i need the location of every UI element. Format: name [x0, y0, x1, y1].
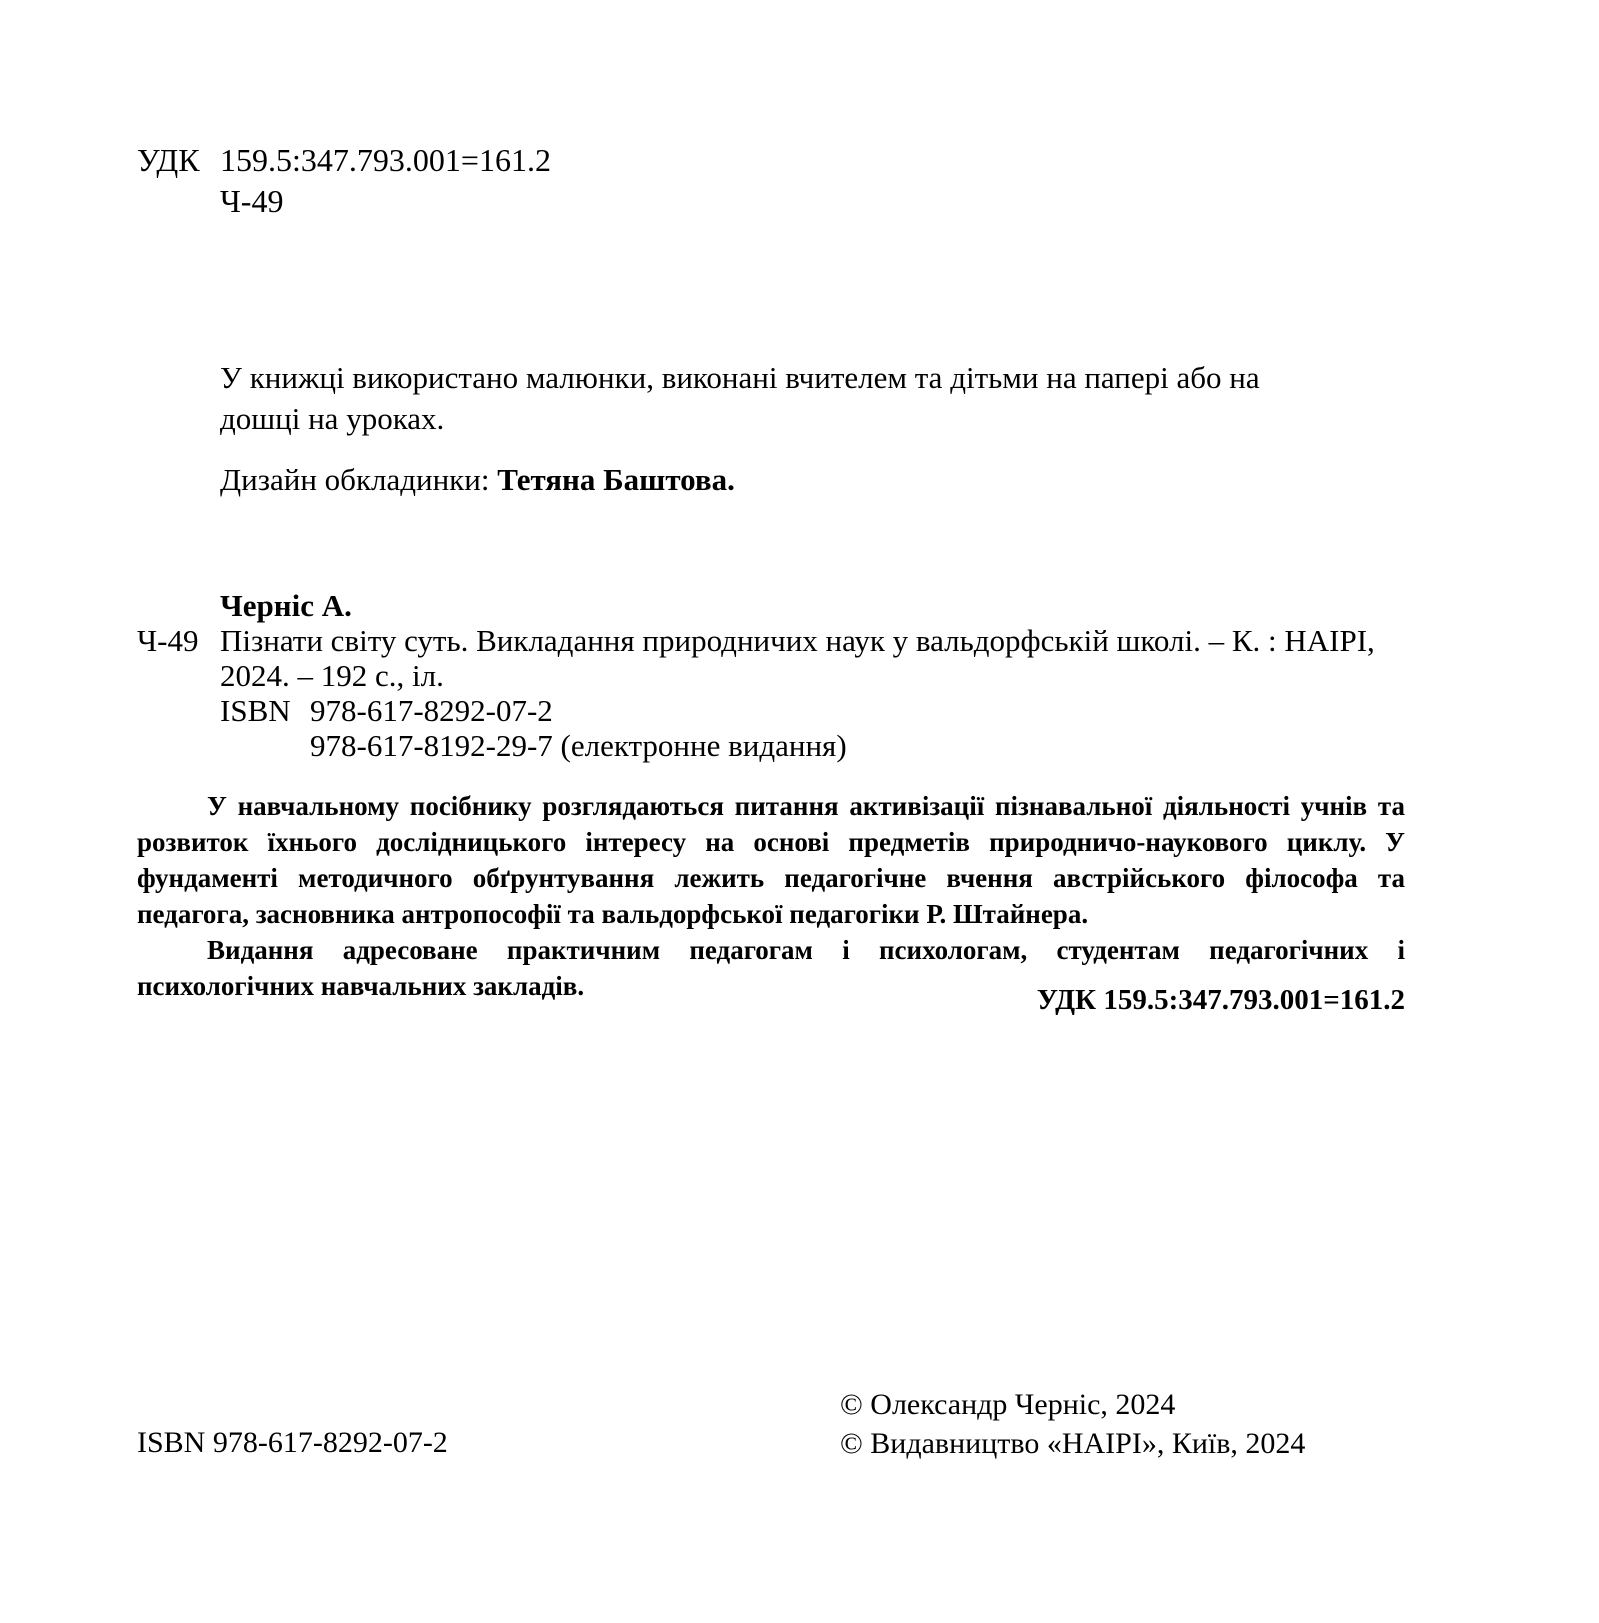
cover-design-line [220, 462, 735, 498]
isbn-label: ISBN [220, 693, 291, 728]
illustration-note: У книжці використано малюнки, виконані вчителем та дітьми на папері або на дошці на уроках. [220, 360, 1260, 436]
bibliographic-entry [137, 588, 1410, 763]
udc-author-code: Ч-49 [220, 183, 284, 219]
biblio-description-row [137, 623, 1410, 693]
biblio-description: Пізнати світу суть. Викладання природничих наук у вальдорфській школі. – К. : НАІРІ, 2024. – 192 с., іл. [220, 623, 1375, 693]
isbn-print-number: 978-617-8292-07-2 [310, 693, 553, 728]
annotation-paragraph-1: У навчальному посібнику розглядаються питання активізації пізнавальної діяльності учнів та розвиток їхнього дослідницького інтересу на основі предметів природничо-наукового циклу. У фундаменті методичного обґрунтування лежить педагогічне вчення австрійського філософа та педагога, засновника антропософії та вальдорфської педагогіки Р. Штайнера. [137, 791, 1405, 929]
cover-designer-name: Тетяна Баштова. [497, 462, 735, 497]
isbn-electronic-number: 978-617-8192-29-7 (електронне видання) [310, 728, 847, 763]
isbn-print-row [220, 693, 1410, 728]
biblio-author: Черніс А. [220, 588, 352, 623]
udc-header-block [137, 140, 551, 222]
udc-spacer [137, 181, 220, 222]
copyright-publisher: © Видавництво «НАІРІ», Київ, 2024 [840, 1427, 1306, 1460]
cover-design-label: Дизайн обкладинки: [220, 462, 498, 497]
annotation-paragraph-2: Видання адресоване практичним педагогам і психологам, студентам педагогічних і психологічних навчальних закладів. [137, 935, 1405, 1001]
udc-code: 159.5:347.793.001=161.2 [220, 142, 551, 178]
biblio-author-code: Ч-49 [137, 623, 199, 658]
footer-isbn: ISBN 978-617-8292-07-2 [137, 1426, 448, 1459]
udc-label: УДК [137, 142, 200, 178]
copyright-author: © Олександр Черніс, 2024 [840, 1388, 1176, 1421]
udc-footer: УДК 159.5:347.793.001=161.2 [1036, 984, 1405, 1016]
annotation-block [137, 788, 1405, 1004]
